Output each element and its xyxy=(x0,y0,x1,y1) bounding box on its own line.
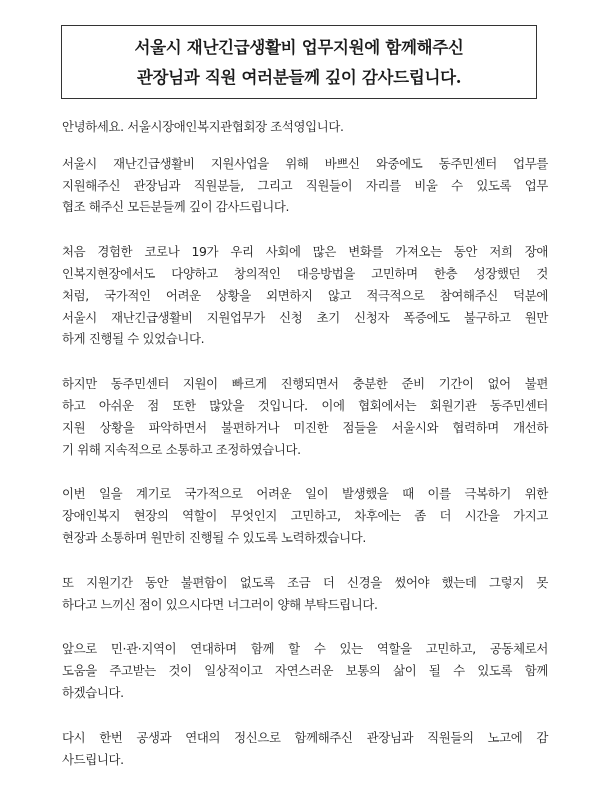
paragraph-list xyxy=(62,153,548,771)
paragraph-line: 기 위해 지속적으로 소통하고 조정하였습니다. xyxy=(62,441,301,457)
paragraph xyxy=(62,572,548,616)
paragraph xyxy=(62,241,548,350)
paragraph-line: 현장과 소통하며 원만히 진행될 수 있도록 노력하겠습니다. xyxy=(62,529,366,545)
paragraph-line: 장애인복지 현장의 역할이 무엇인지 고민하고, 차후에는 좀 더 시간을 가지고 xyxy=(62,508,548,524)
paragraph-line: 처럼, 국가적인 어려운 상황을 외면하지 않고 적극적으로 참여해주신 덕분에 xyxy=(62,287,548,303)
paragraph xyxy=(62,373,548,460)
paragraph-line: 처음 경험한 코로나 19가 우리 사회에 많은 변화를 가져오는 동안 저희 장애 xyxy=(62,244,548,260)
letter-body xyxy=(62,116,548,793)
paragraph-line: 지원해주신 관장님과 직원분들, 그리고 직원들이 자리를 비울 수 있도록 업무 xyxy=(62,177,548,193)
paragraph-line: 다시 한번 공생과 연대의 정신으로 함께해주신 관장님과 직원들의 노고에 감 xyxy=(62,729,548,745)
paragraph-line: 협조 해주신 모든분들께 깊이 감사드립니다. xyxy=(62,199,290,215)
paragraph-line: 서울시 재난긴급생활비 지원사업을 위해 바쁘신 와중에도 동주민센터 업무를 xyxy=(62,155,548,171)
paragraph-line: 서울시 재난긴급생활비 지원업무가 신청 초기 신청자 폭증에도 불구하고 원만 xyxy=(62,309,548,325)
greeting: 안녕하세요. 서울시장애인복지관협회장 조석영입니다. xyxy=(62,119,344,134)
paragraph xyxy=(62,153,548,218)
paragraph-line: 하게 진행될 수 있었습니다. xyxy=(62,331,205,347)
paragraph-line: 지원 상황을 파악하면서 불편하거나 미진한 점들을 서울시와 협력하며 개선하 xyxy=(62,419,548,435)
paragraph-line: 인복지현장에서도 다양하고 창의적인 대응방법을 고민하며 한층 성장했던 것 xyxy=(62,265,548,281)
paragraph-line: 하다고 느끼신 점이 있으시다면 너그러이 양해 부탁드립니다. xyxy=(62,596,378,612)
paragraph-line: 하겠습니다. xyxy=(62,684,124,700)
paragraph-line: 또 지원기간 동안 불편함이 없도록 조금 더 신경을 썼어야 했는데 그렇지 못 xyxy=(62,574,548,590)
paragraph-line: 하고 아쉬운 점 또한 많았을 것입니다. 이에 협회에서는 회원기관 동주민센터 xyxy=(62,397,548,413)
paragraph xyxy=(62,727,548,771)
paragraph xyxy=(62,483,548,548)
title-line-1: 서울시 재난긴급생활비 업무지원에 함께해주신 xyxy=(134,38,464,57)
paragraph-line: 사드립니다. xyxy=(62,751,124,767)
title-box xyxy=(61,25,537,99)
paragraph-line: 도움을 주고받는 것이 일상적이고 자연스러운 보통의 삶이 될 수 있도록 함께 xyxy=(62,663,548,679)
paragraph-line: 이번 일을 계기로 국가적으로 어려운 일이 발생했을 때 이를 극복하기 위한 xyxy=(62,486,548,502)
title-line-2: 관장님과 직원 여러분들께 깊이 감사드립니다. xyxy=(136,68,462,87)
paragraph xyxy=(62,638,548,703)
paragraph-line: 하지만 동주민센터 지원이 빠르게 진행되면서 충분한 준비 기간이 없어 불편 xyxy=(62,376,548,392)
paragraph-line: 앞으로 민·관·지역이 연대하며 함께 할 수 있는 역할을 고민하고, 공동체로서 xyxy=(62,641,548,657)
